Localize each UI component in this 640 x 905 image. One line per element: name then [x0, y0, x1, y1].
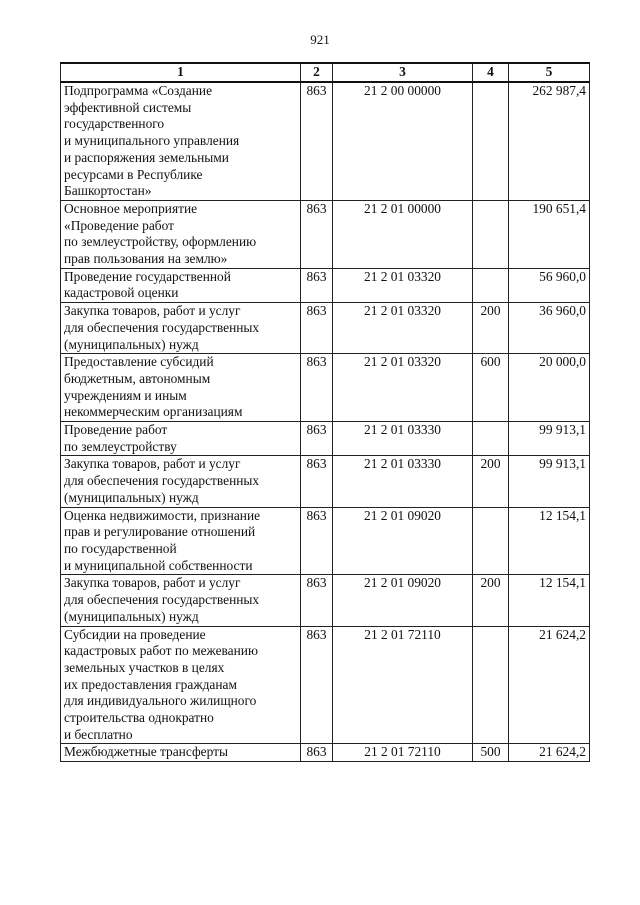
row-ministry-code: 863	[301, 303, 333, 354]
table-row	[61, 744, 590, 762]
row-amount: 12 154,1	[509, 575, 590, 626]
row-name: Оценка недвижимости, признание прав и регулирование отношений по государственной и муниципальной собственности	[61, 507, 301, 575]
row-name: Предоставление субсидий бюджетным, автономным учреждениям и иным некоммерческим организациям	[61, 354, 301, 422]
row-target-code: 21 2 01 00000	[333, 200, 473, 268]
row-name: Подпрограмма «Создание эффективной системы государственного и муниципального управления и распоряжения земельными ресурсами в Республике Башкортостан»	[61, 82, 301, 200]
table-header-row	[61, 63, 590, 82]
row-ministry-code: 863	[301, 354, 333, 422]
row-ministry-code: 863	[301, 268, 333, 302]
page-number: 921	[310, 32, 330, 47]
column-header-1: 1	[61, 63, 301, 82]
row-target-code: 21 2 01 09020	[333, 507, 473, 575]
row-target-code: 21 2 00 00000	[333, 82, 473, 200]
row-target-code: 21 2 01 03320	[333, 303, 473, 354]
row-expense-type	[473, 422, 509, 456]
row-ministry-code: 863	[301, 200, 333, 268]
row-name: Субсидии на проведение кадастровых работ по межеванию земельных участков в целях их предоставления гражданам для индивидуального жилищного строительства однократно и бесплатно	[61, 626, 301, 744]
row-ministry-code: 863	[301, 507, 333, 575]
table-body	[61, 82, 590, 762]
row-amount: 21 624,2	[509, 744, 590, 762]
row-ministry-code: 863	[301, 456, 333, 507]
row-target-code: 21 2 01 03330	[333, 422, 473, 456]
row-expense-type: 500	[473, 744, 509, 762]
column-header-4: 4	[473, 63, 509, 82]
row-ministry-code: 863	[301, 744, 333, 762]
row-name: Проведение работ по землеустройству	[61, 422, 301, 456]
row-target-code: 21 2 01 03320	[333, 268, 473, 302]
row-amount: 99 913,1	[509, 422, 590, 456]
table-row	[61, 82, 590, 200]
table-row	[61, 303, 590, 354]
row-target-code: 21 2 01 03330	[333, 456, 473, 507]
row-amount: 190 651,4	[509, 200, 590, 268]
row-expense-type: 200	[473, 456, 509, 507]
table-row	[61, 422, 590, 456]
row-name: Основное мероприятие «Проведение работ по землеустройству, оформлению прав пользования на землю»	[61, 200, 301, 268]
row-name: Проведение государственной кадастровой оценки	[61, 268, 301, 302]
row-amount: 21 624,2	[509, 626, 590, 744]
row-target-code: 21 2 01 72110	[333, 626, 473, 744]
row-expense-type: 200	[473, 303, 509, 354]
row-name: Закупка товаров, работ и услуг для обеспечения государственных (муниципальных) нужд	[61, 303, 301, 354]
row-name: Межбюджетные трансферты	[61, 744, 301, 762]
row-ministry-code: 863	[301, 422, 333, 456]
row-amount: 36 960,0	[509, 303, 590, 354]
budget-table	[60, 62, 590, 762]
table-row	[61, 626, 590, 744]
row-target-code: 21 2 01 03320	[333, 354, 473, 422]
row-ministry-code: 863	[301, 82, 333, 200]
row-target-code: 21 2 01 72110	[333, 744, 473, 762]
column-header-5: 5	[509, 63, 590, 82]
table-row	[61, 575, 590, 626]
table-row	[61, 507, 590, 575]
row-expense-type: 600	[473, 354, 509, 422]
table-row	[61, 268, 590, 302]
row-amount: 20 000,0	[509, 354, 590, 422]
table-row	[61, 354, 590, 422]
row-expense-type	[473, 626, 509, 744]
row-target-code: 21 2 01 09020	[333, 575, 473, 626]
column-header-2: 2	[301, 63, 333, 82]
row-name: Закупка товаров, работ и услуг для обеспечения государственных (муниципальных) нужд	[61, 456, 301, 507]
table-row	[61, 456, 590, 507]
row-ministry-code: 863	[301, 575, 333, 626]
row-expense-type: 200	[473, 575, 509, 626]
row-amount: 12 154,1	[509, 507, 590, 575]
column-header-3: 3	[333, 63, 473, 82]
row-expense-type	[473, 268, 509, 302]
row-ministry-code: 863	[301, 626, 333, 744]
row-expense-type	[473, 507, 509, 575]
row-amount: 99 913,1	[509, 456, 590, 507]
row-amount: 56 960,0	[509, 268, 590, 302]
row-expense-type	[473, 200, 509, 268]
row-expense-type	[473, 82, 509, 200]
row-name: Закупка товаров, работ и услуг для обеспечения государственных (муниципальных) нужд	[61, 575, 301, 626]
row-amount: 262 987,4	[509, 82, 590, 200]
table-row	[61, 200, 590, 268]
